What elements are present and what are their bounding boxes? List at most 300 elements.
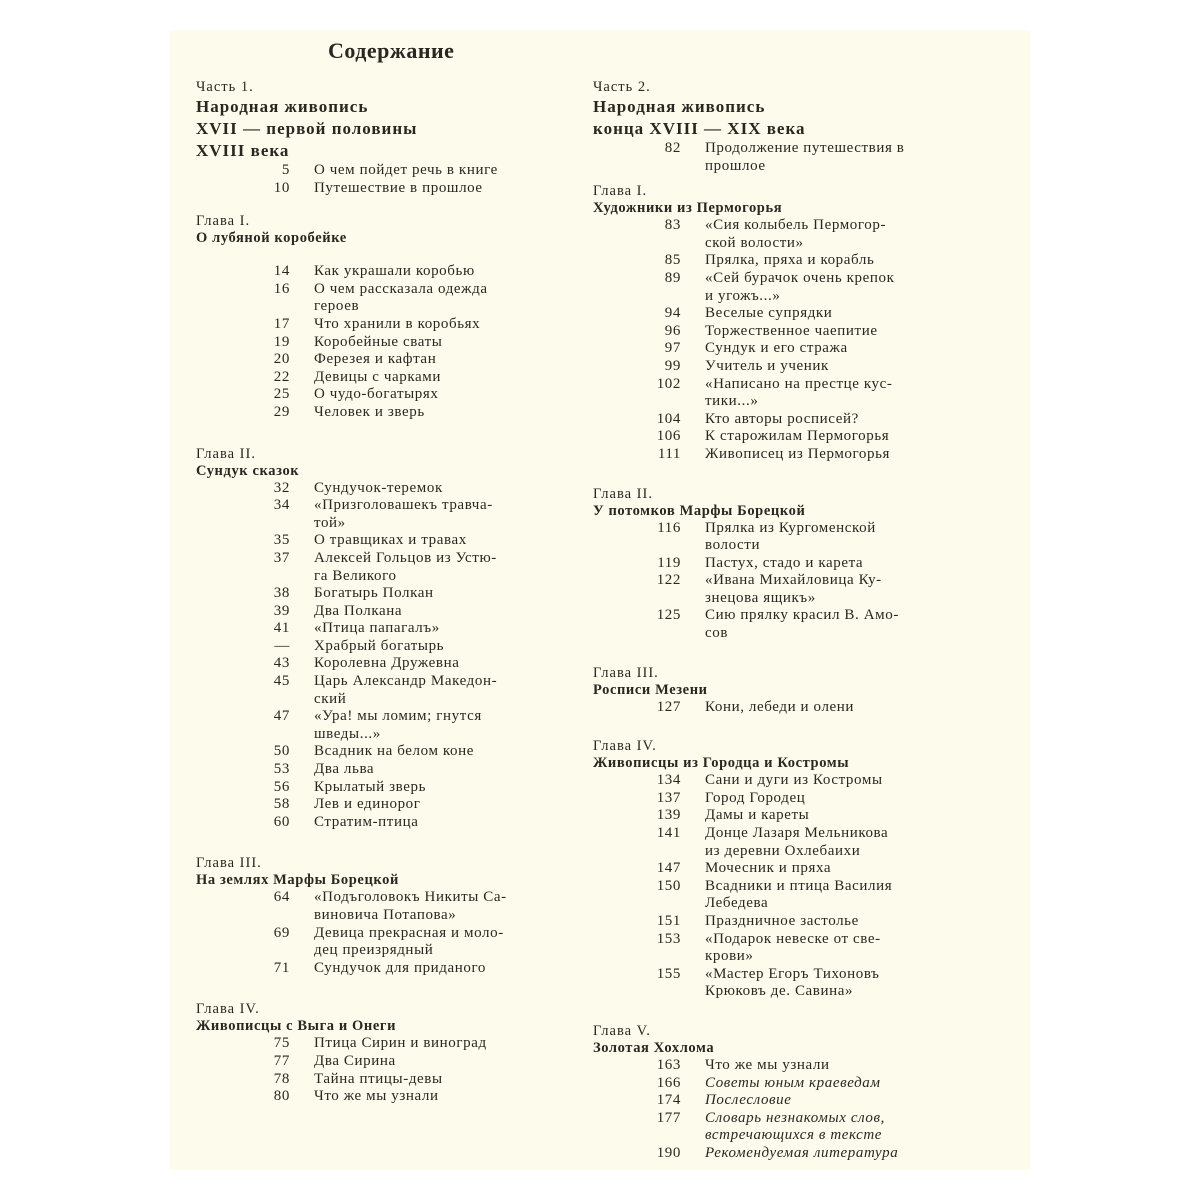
toc-entry-line: «Подарок невеске от све-	[705, 930, 881, 947]
toc-entry	[593, 428, 981, 446]
toc-entry	[593, 966, 981, 1001]
chapter-entries	[196, 1035, 572, 1105]
toc-entry-line: Живописец из Пермогорья	[705, 445, 891, 462]
toc-entry-title	[705, 340, 981, 358]
toc-entry-page: 35	[273, 532, 290, 549]
chapter-title: На землях Марфы Борецкой	[196, 872, 399, 889]
toc-entry-line: Коробейные сваты	[314, 333, 443, 350]
toc-entry-title	[705, 446, 981, 464]
toc-entry-page: 34	[273, 497, 290, 514]
chapter-title: Художники из Пермогорья	[593, 200, 783, 217]
toc-entry-title	[705, 790, 981, 808]
toc-entry	[196, 281, 572, 316]
toc-entry-page: 104	[656, 410, 681, 427]
toc-entry-line: и угожъ...»	[705, 287, 781, 304]
toc-entry-line: Ферезея и кафтан	[314, 351, 437, 368]
toc-entry-page: 166	[656, 1074, 681, 1091]
toc-entry-title	[705, 878, 981, 913]
toc-entry-title	[314, 889, 572, 924]
toc-entry-title	[314, 960, 572, 978]
chapter-title: Золотая Хохлома	[593, 1039, 715, 1056]
toc-entry-title	[314, 1071, 572, 1089]
toc-entry	[593, 913, 981, 931]
toc-entry-page: 122	[656, 572, 681, 589]
toc-entry	[593, 878, 981, 913]
toc-entry-title	[314, 638, 572, 656]
chapter-label: Глава V.	[593, 1022, 651, 1039]
toc-entry-line: О чем пойдет речь в книге	[314, 162, 498, 178]
toc-entry-page: 96	[664, 322, 681, 339]
toc-entry-page: 99	[664, 357, 681, 374]
toc-entry-line: «Ура! мы ломим; гнутся	[314, 708, 482, 725]
toc-entry-title	[314, 162, 572, 180]
toc-entry-page: 75	[273, 1035, 290, 1052]
toc-entry-line: из деревни Охлебаихи	[705, 842, 861, 859]
toc-entry-title	[705, 140, 981, 175]
chapter-block	[593, 665, 981, 717]
toc-entry-line: прошлое	[705, 157, 766, 174]
toc-entry-page: 69	[273, 924, 290, 941]
toc-entry	[196, 162, 572, 180]
toc-entry-title	[705, 520, 981, 555]
toc-entry	[196, 404, 572, 422]
toc-entry-title	[705, 1092, 981, 1110]
toc-entry-title	[314, 655, 572, 673]
toc-entry-page: 94	[664, 305, 681, 322]
toc-entry-line: ской волости»	[705, 234, 804, 251]
toc-entry	[593, 252, 981, 270]
toc-column-left	[196, 78, 572, 1106]
toc-entry-title	[314, 603, 572, 621]
toc-entry	[593, 807, 981, 825]
toc-entry-page: 151	[656, 913, 681, 929]
chapter-block	[196, 855, 572, 977]
toc-entry-line: Что же мы узнали	[314, 1088, 439, 1105]
toc-entry	[196, 603, 572, 621]
toc-entry	[196, 620, 572, 638]
toc-entry-page: 14	[273, 263, 290, 280]
toc-entry-line: Донце Лазаря Мельникова	[705, 825, 889, 842]
toc-entry-line: Рекомендуемая литература	[705, 1144, 899, 1161]
chapter-title: Живописцы с Выга и Онеги	[196, 1018, 397, 1035]
toc-entry-line: знецова ящикъ»	[705, 589, 816, 606]
toc-entry-title	[705, 252, 981, 270]
toc-entry-line: встречающихся в тексте	[705, 1127, 883, 1144]
toc-entry	[593, 358, 981, 376]
toc-entry-line: Праздничное застолье	[705, 913, 859, 929]
toc-entry-line: Словарь незнакомых слов,	[705, 1109, 885, 1126]
toc-entry	[196, 889, 572, 924]
toc-entry-title	[314, 1088, 572, 1106]
toc-entry-line: дец преизрядный	[314, 942, 434, 959]
toc-entry-page: 38	[273, 585, 290, 602]
toc-entry-line: героев	[314, 298, 360, 315]
toc-entry-line: Учитель и ученик	[705, 357, 829, 374]
toc-entry-page: 174	[656, 1092, 681, 1109]
part-label: Часть 1.	[196, 79, 254, 95]
toc-entry-line: «Мастер Егоръ Тихоновъ	[705, 965, 880, 982]
toc-entry-title	[314, 1035, 572, 1053]
toc-entry	[196, 585, 572, 603]
toc-entry-page: 37	[273, 549, 290, 566]
toc-entry	[196, 796, 572, 814]
toc-entry-line: крови»	[705, 948, 754, 965]
chapter-block	[196, 1001, 572, 1105]
chapter-gap	[196, 247, 572, 263]
toc-entry-line: «Призголовашекъ травча-	[314, 497, 493, 514]
chapter-title: Сундук сказок	[196, 462, 300, 479]
toc-entry-page: 83	[664, 217, 681, 234]
chapter-entries	[593, 1057, 981, 1163]
toc-entry	[593, 572, 981, 607]
toc-entry-title	[705, 411, 981, 429]
toc-entry-line: Два льва	[314, 761, 375, 778]
toc-entry	[593, 790, 981, 808]
intro-entries	[196, 162, 572, 197]
toc-entry	[196, 386, 572, 404]
toc-entry-page: 77	[273, 1052, 290, 1069]
toc-entry-line: Торжественное чаепитие	[705, 322, 878, 339]
toc-entry-page: 177	[656, 1109, 681, 1126]
chapter-label: Глава III.	[196, 855, 262, 872]
toc-entry	[593, 140, 981, 175]
toc-entry-title	[314, 585, 572, 603]
toc-entry-page: 155	[656, 965, 681, 982]
toc-entry-line: ский	[314, 690, 347, 707]
toc-entry-page: 127	[656, 698, 681, 715]
chapter-block	[593, 1023, 981, 1163]
toc-entry-page: 5	[281, 162, 290, 178]
toc-entry-line: Сундучок для приданого	[314, 959, 486, 976]
toc-entry-line: виновича Потапова»	[314, 907, 457, 923]
toc-entry	[593, 860, 981, 878]
chapter-block	[593, 183, 981, 463]
toc-entry-line: «Сия колыбель Пермогор-	[705, 217, 887, 234]
toc-entry-line: «Написано на престце кус-	[705, 375, 893, 392]
toc-entry-line: Алексей Гольцов из Устю-	[314, 549, 497, 566]
toc-entry	[196, 708, 572, 743]
toc-entry	[593, 323, 981, 341]
chapter-block	[196, 213, 572, 421]
toc-entry-line: Сундучок-теремок	[314, 479, 443, 496]
toc-entry	[196, 1035, 572, 1053]
toc-entry-title	[705, 931, 981, 966]
toc-entry-page: 39	[273, 602, 290, 619]
toc-entry	[593, 931, 981, 966]
toc-entry-title	[705, 699, 981, 717]
toc-entry-title	[705, 376, 981, 411]
toc-entry	[593, 305, 981, 323]
toc-entry	[593, 520, 981, 555]
chapter-label: Глава II.	[593, 485, 653, 502]
toc-entry	[196, 1053, 572, 1071]
toc-entry-page: 56	[273, 778, 290, 795]
toc-entry-title	[314, 550, 572, 585]
toc-entry-line: Дамы и кареты	[705, 807, 810, 824]
toc-entry-line: шведы...»	[314, 725, 381, 742]
toc-entry	[196, 960, 572, 978]
toc-entry-line: Прялка из Кургоменской	[705, 519, 876, 536]
toc-entry-page: 29	[273, 403, 290, 420]
toc-entry-page: 32	[273, 479, 290, 496]
part-heading-line: XVIII века	[196, 141, 290, 160]
toc-entry	[196, 334, 572, 352]
toc-entry-title	[705, 217, 981, 252]
toc-entry-title	[705, 966, 981, 1001]
toc-entry-line: Всадники и птица Василия	[705, 877, 893, 894]
toc-entry-line: Лев и единорог	[314, 796, 421, 813]
toc-entry-title	[314, 925, 572, 960]
toc-entry-line: Человек и зверь	[314, 403, 425, 420]
toc-entry-page: 89	[664, 269, 681, 286]
toc-entry	[196, 743, 572, 761]
toc-entry	[593, 446, 981, 464]
toc-entry-page: 80	[273, 1088, 290, 1105]
chapter-block	[196, 446, 572, 832]
part-heading-line: Народная живопись	[593, 97, 766, 116]
toc-entry-page: 41	[273, 620, 290, 637]
toc-entry	[593, 607, 981, 642]
toc-entry-title	[314, 281, 572, 316]
toc-entry-page: 82	[664, 140, 681, 156]
toc-entry	[593, 1092, 981, 1110]
toc-entry-line: волости	[705, 537, 761, 554]
toc-entry	[196, 263, 572, 281]
toc-entry-title	[705, 607, 981, 642]
toc-entry-page: 25	[273, 386, 290, 403]
toc-entry-title	[705, 772, 981, 790]
toc-entry-line: «Подъголовокъ Никиты Са-	[314, 889, 507, 906]
toc-entry-line: Всадник на белом коне	[314, 743, 475, 760]
toc-entry-line: Царь Александр Македон-	[314, 673, 498, 690]
toc-entry	[196, 761, 572, 779]
toc-entry-title	[705, 1110, 981, 1145]
chapter-label: Глава IV.	[196, 1001, 260, 1018]
toc-entry	[593, 772, 981, 790]
toc-entry-line: Лебедева	[705, 895, 769, 912]
chapter-entries	[196, 889, 572, 977]
toc-entry	[196, 369, 572, 387]
toc-entry-page: 53	[273, 761, 290, 778]
toc-entry-title	[314, 351, 572, 369]
toc-entry-title	[705, 860, 981, 878]
toc-entry-line: Кони, лебеди и олени	[705, 698, 855, 715]
toc-entry-line: Девица прекрасная и моло-	[314, 924, 504, 941]
part-heading-line: Народная живопись	[196, 97, 369, 116]
toc-entry	[196, 1071, 572, 1089]
toc-entry-title	[314, 263, 572, 281]
toc-entry-title	[705, 305, 981, 323]
toc-entry	[593, 340, 981, 358]
toc-entry-line: Советы юным краеведам	[705, 1074, 881, 1091]
toc-entry-title	[705, 1145, 981, 1163]
toc-entry-page: 102	[656, 375, 681, 392]
toc-entry	[196, 925, 572, 960]
toc-entry-line: Сию прялку красил В. Амо-	[705, 607, 899, 624]
toc-entry-title	[314, 334, 572, 352]
toc-entry-line: О чем рассказала одежда	[314, 280, 488, 297]
toc-entry	[593, 825, 981, 860]
toc-entry	[593, 217, 981, 252]
toc-entry-title	[314, 779, 572, 797]
toc-entry-page: 106	[656, 428, 681, 445]
toc-entry-title	[314, 369, 572, 387]
toc-entry-title	[705, 323, 981, 341]
page-title: Содержание	[328, 38, 455, 63]
toc-entry-title	[705, 555, 981, 573]
toc-entry-line: О чудо-богатырях	[314, 386, 439, 403]
toc-entry-page: 60	[273, 813, 290, 830]
toc-entry-title	[314, 814, 572, 832]
toc-entry-page: 137	[656, 789, 681, 806]
toc-entry-title	[314, 497, 572, 532]
toc-entry-page: 134	[656, 772, 681, 789]
toc-entry-line: Что хранили в коробьях	[314, 315, 481, 332]
toc-entry-title	[314, 404, 572, 422]
toc-entry-page: 163	[656, 1056, 681, 1073]
toc-entry-line: Храбрый богатырь	[314, 637, 445, 654]
toc-entry-line: «Ивана Михайловица Ку-	[705, 572, 882, 589]
toc-entry-line: Тайна птицы-девы	[314, 1070, 443, 1087]
toc-entry-line: К старожилам Пермогорья	[705, 428, 890, 445]
toc-entry-line: той»	[314, 514, 346, 531]
toc-entry	[593, 270, 981, 305]
chapter-label: Глава IV.	[593, 738, 657, 755]
toc-entry	[196, 673, 572, 708]
toc-entry-line: Послесловие	[705, 1092, 792, 1109]
chapter-label: Глава III.	[593, 664, 659, 681]
chapter-entries	[593, 699, 981, 717]
toc-entry	[196, 779, 572, 797]
toc-entry	[593, 1057, 981, 1075]
toc-entry-page: 16	[273, 280, 290, 297]
toc-entry-title	[314, 620, 572, 638]
toc-entry-title	[705, 358, 981, 376]
toc-entry-page: 153	[656, 930, 681, 947]
toc-entry-page: 10	[273, 179, 290, 196]
chapter-title: Росписи Мезени	[593, 681, 708, 698]
toc-entry-title	[314, 1053, 572, 1071]
toc-entry-line: Пастух, стадо и карета	[705, 554, 864, 571]
toc-entry-title	[314, 708, 572, 743]
toc-entry-title	[705, 1057, 981, 1075]
toc-entry-title	[314, 480, 572, 498]
toc-entry-page: 43	[273, 655, 290, 672]
toc-entry-page: 50	[273, 743, 290, 760]
toc-entry	[593, 699, 981, 717]
toc-entry-title	[314, 316, 572, 334]
toc-entry-title	[314, 673, 572, 708]
toc-entry-page: 116	[657, 519, 681, 536]
chapter-entries	[593, 520, 981, 643]
toc-entry-title	[314, 180, 572, 198]
toc-entry-page: 150	[656, 877, 681, 894]
toc-entry-page: 22	[273, 368, 290, 385]
toc-entry-line: О травщиках и травах	[314, 532, 467, 549]
toc-entry-line: га Великого	[314, 567, 397, 584]
toc-entry	[196, 532, 572, 550]
toc-entry	[593, 555, 981, 573]
toc-entry-line: Стратим-птица	[314, 813, 419, 830]
part-label: Часть 2.	[593, 79, 651, 95]
toc-entry-title	[705, 572, 981, 607]
toc-entry-line: «Птица папагалъ»	[314, 620, 440, 637]
chapter-entries	[196, 263, 572, 421]
toc-entry	[196, 1088, 572, 1106]
toc-entry-title	[314, 386, 572, 404]
toc-entry-line: Что же мы узнали	[705, 1056, 830, 1073]
toc-entry	[196, 638, 572, 656]
toc-entry-page: 141	[656, 825, 681, 842]
toc-entry-page: 71	[273, 959, 290, 976]
toc-entry-line: Сундук и его стража	[705, 340, 848, 357]
toc-entry	[196, 480, 572, 498]
part-heading-line: XVII — первой половины	[196, 119, 418, 138]
toc-entry-line: Город Городец	[705, 789, 806, 806]
toc-entry-page: 78	[273, 1070, 290, 1087]
chapter-entries	[593, 217, 981, 463]
toc-entry-title	[314, 532, 572, 550]
toc-entry	[593, 1145, 981, 1163]
toc-entry-line: Королевна Дружевна	[314, 655, 460, 672]
toc-entry-line: Сани и дуги из Костромы	[705, 772, 883, 789]
toc-entry	[196, 655, 572, 673]
toc-entry-page: 19	[273, 333, 290, 350]
toc-entry-title	[705, 825, 981, 860]
toc-entry-title	[314, 796, 572, 814]
toc-entry	[196, 550, 572, 585]
toc-entry-line: Девицы с чарками	[314, 368, 441, 385]
toc-entry-page: 45	[273, 673, 290, 690]
toc-entry-page: 64	[273, 889, 290, 906]
toc-entry-page: 125	[656, 607, 681, 624]
toc-entry	[593, 1110, 981, 1145]
toc-entry-page: 119	[657, 554, 681, 571]
toc-entry-page: 85	[664, 252, 681, 269]
toc-entry-title	[314, 743, 572, 761]
toc-entry-line: Крылатый зверь	[314, 778, 427, 795]
toc-entry-line: Как украшали коробью	[314, 263, 475, 280]
toc-entry-line: Прялка, пряха и корабль	[705, 252, 875, 269]
part-heading-line: конца XVIII — XIX века	[593, 119, 806, 138]
toc-entry	[196, 814, 572, 832]
toc-entry-line: «Сей бурачок очень крепок	[705, 269, 895, 286]
toc-entry-page: 190	[656, 1144, 681, 1161]
toc-entry-title	[705, 1075, 981, 1093]
toc-entry-page: —	[274, 637, 290, 654]
toc-entry-line: Крюковъ де. Савина»	[705, 983, 854, 1000]
toc-entry-page: 147	[656, 860, 681, 877]
chapter-title: О лубяной коробейке	[196, 230, 347, 247]
toc-entry-line: сов	[705, 625, 729, 642]
toc-entry	[593, 1075, 981, 1093]
toc-entry-line: Путешествие в прошлое	[314, 179, 483, 196]
toc-entry-line: Мочесник и пряха	[705, 860, 832, 877]
toc-entry-title	[705, 913, 981, 931]
toc-entry	[593, 411, 981, 429]
toc-entry-page: 139	[656, 807, 681, 824]
toc-entry-page: 17	[273, 315, 290, 332]
intro-entries	[593, 140, 981, 175]
toc-column-right	[593, 78, 981, 1163]
toc-entry-page: 111	[657, 445, 681, 462]
toc-entry-line: Птица Сирин и виноград	[314, 1035, 487, 1052]
toc-entry-line: Кто авторы росписей?	[705, 410, 859, 427]
toc-entry-line: Веселые супрядки	[705, 305, 833, 322]
toc-entry-line: Два Полкана	[314, 602, 403, 619]
toc-entry	[196, 351, 572, 369]
toc-entry-line: Продолжение путешествия в	[705, 140, 905, 156]
